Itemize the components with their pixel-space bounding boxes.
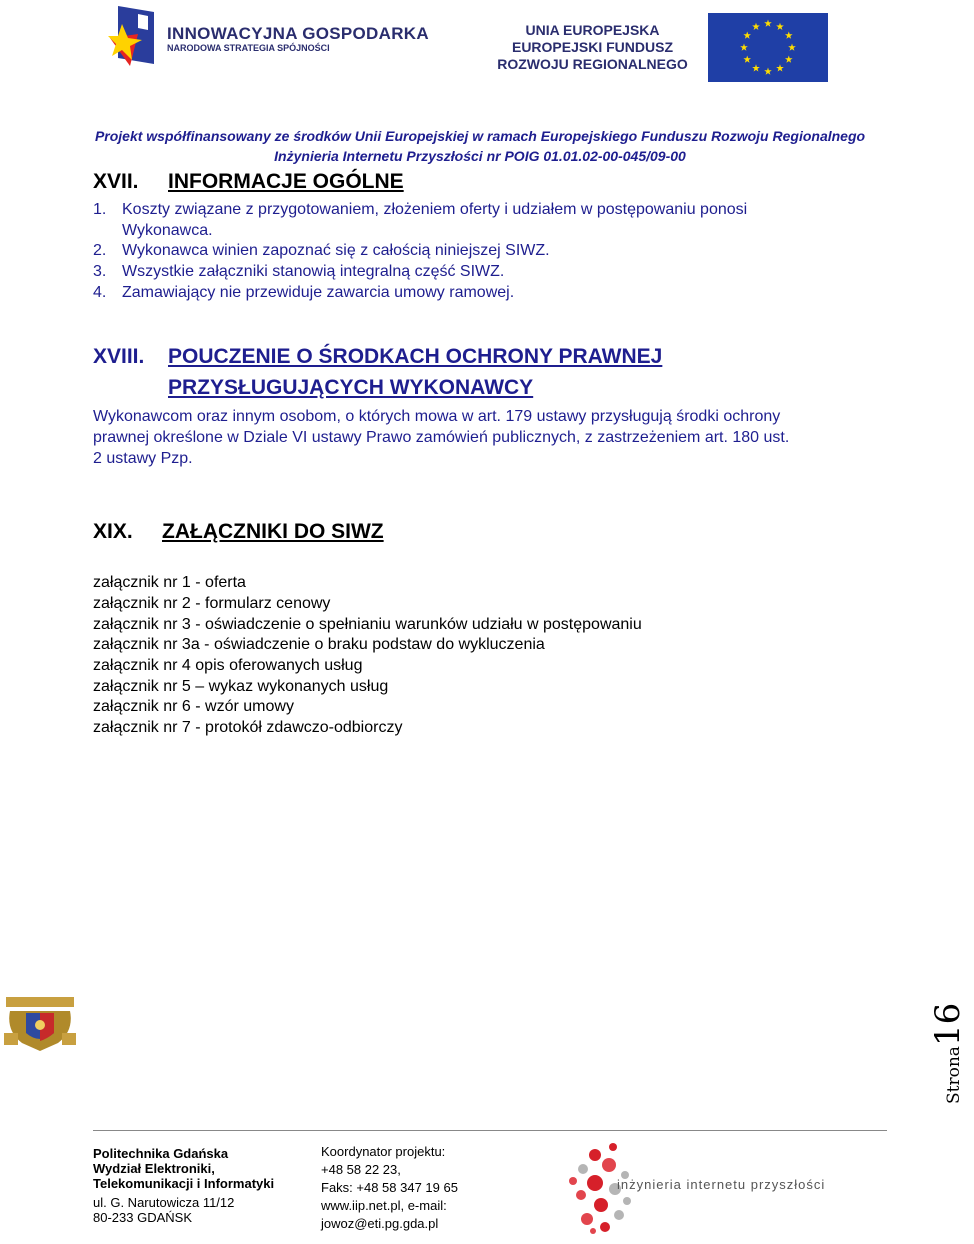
section-19-title: ZAŁĄCZNIKI DO SIWZ <box>162 520 384 543</box>
footer-mid-line: Koordynator projektu: <box>321 1144 446 1159</box>
paragraph-line: 2 ustawy Pzp. <box>93 450 193 467</box>
section-18-title-line-2: PRZYSŁUGUJĄCYCH WYKONAWCY <box>168 376 534 399</box>
ig-subtitle: NARODOWA STRATEGIA SPÓJNOŚCI <box>167 43 330 53</box>
section-17-title: INFORMACJE OGÓLNE <box>168 170 404 193</box>
paragraph-line: prawnej określone w Dziale VI ustawy Prawo zamówień publicznych, z zastrzeżeniem art. 180 ust. <box>93 429 790 446</box>
attachment-item: załącznik nr 3a - oświadczenie o braku podstaw do wykluczenia <box>93 636 545 653</box>
section-18-title-line-1: POUCZENIE O ŚRODKACH OCHRONY PRAWNEJ <box>168 345 663 368</box>
list-item-number: 4. <box>93 284 107 301</box>
list-item: Zamawiający nie przewiduje zawarcia umowy ramowej. <box>122 284 515 301</box>
footer-mid-line: +48 58 22 23, <box>321 1162 401 1177</box>
eu-flag-icon <box>708 13 828 82</box>
list-item-number: 1. <box>93 201 107 218</box>
footer-mid-line: jowoz@eti.pg.gda.pl <box>321 1216 439 1231</box>
attachment-item: załącznik nr 4 opis oferowanych usług <box>93 657 363 674</box>
attachment-item: załącznik nr 3 - oświadczenie o spełnianiu warunków udziału w postępowaniu <box>93 616 642 633</box>
attachment-item: załącznik nr 5 – wykaz wykonanych usług <box>93 678 389 695</box>
attachment-item: załącznik nr 6 - wzór umowy <box>93 698 294 715</box>
footer-mid-line: Faks: +48 58 347 19 65 <box>321 1180 458 1195</box>
footer-left-line: Wydział Elektroniki, <box>93 1161 215 1176</box>
project-line-1: Projekt współfinansowany ze środków Unii Europejskiej w ramach Europejskiego Funduszu Rozwoju Regionalnego <box>94 128 866 144</box>
footer-left-line: Politechnika Gdańska <box>93 1146 229 1161</box>
iip-logo-text: inżynieria internetu przyszłości <box>617 1177 826 1192</box>
footer-mid-line: www.iip.net.pl, e-mail: <box>321 1198 447 1213</box>
page-number: 16 <box>928 1002 968 1047</box>
ig-title: INNOWACYJNA GOSPODARKA <box>167 24 429 43</box>
attachment-item: załącznik nr 2 - formularz cenowy <box>93 595 331 612</box>
list-item: Wykonawca winien zapoznać się z całością niniejszej SIWZ. <box>122 242 550 259</box>
section-19-number: XIX. <box>93 520 133 543</box>
section-18-number: XVIII. <box>93 345 145 368</box>
footer-divider <box>93 1130 887 1131</box>
innowacyjna-gospodarka-logo <box>108 4 164 68</box>
footer-left-line: ul. G. Narutowicza 11/12 <box>93 1195 235 1210</box>
page-label: Strona <box>944 1046 964 1104</box>
footer-left-line: Telekomunikacji i Informatyki <box>93 1176 275 1191</box>
list-item: Wykonawca. <box>122 222 213 239</box>
ig-flag-icon <box>108 4 164 68</box>
section-17-number: XVII. <box>93 170 139 193</box>
attachment-item: załącznik nr 1 - oferta <box>93 574 246 591</box>
footer-left-line: 80-233 GDAŃSK <box>93 1210 192 1225</box>
iip-logo <box>565 1135 877 1239</box>
eu-text-block <box>490 22 695 73</box>
university-crest-icon <box>2 993 78 1055</box>
list-item-number: 3. <box>93 263 107 280</box>
page-number-block <box>928 1000 968 1104</box>
list-item-number: 2. <box>93 242 107 259</box>
project-line-2: Inżynieria Internetu Przyszłości nr POIG 01.01.02-00-045/09-00 <box>274 148 686 164</box>
list-item: Wszystkie załączniki stanowią integralną część SIWZ. <box>122 263 505 280</box>
list-item: Koszty związane z przygotowaniem, złożeniem oferty i udziałem w postępowaniu ponosi <box>122 201 748 218</box>
eu-line-1: UNIA EUROPEJSKA <box>525 22 660 38</box>
eu-line-2: EUROPEJSKI FUNDUSZ <box>511 39 674 55</box>
eu-line-3: ROZWOJU REGIONALNEGO <box>497 56 688 72</box>
attachment-item: załącznik nr 7 - protokół zdawczo-odbiorczy <box>93 719 403 736</box>
paragraph-line: Wykonawcom oraz innym osobom, o których mowa w art. 179 ustawy przysługują środki ochrony <box>93 408 781 425</box>
